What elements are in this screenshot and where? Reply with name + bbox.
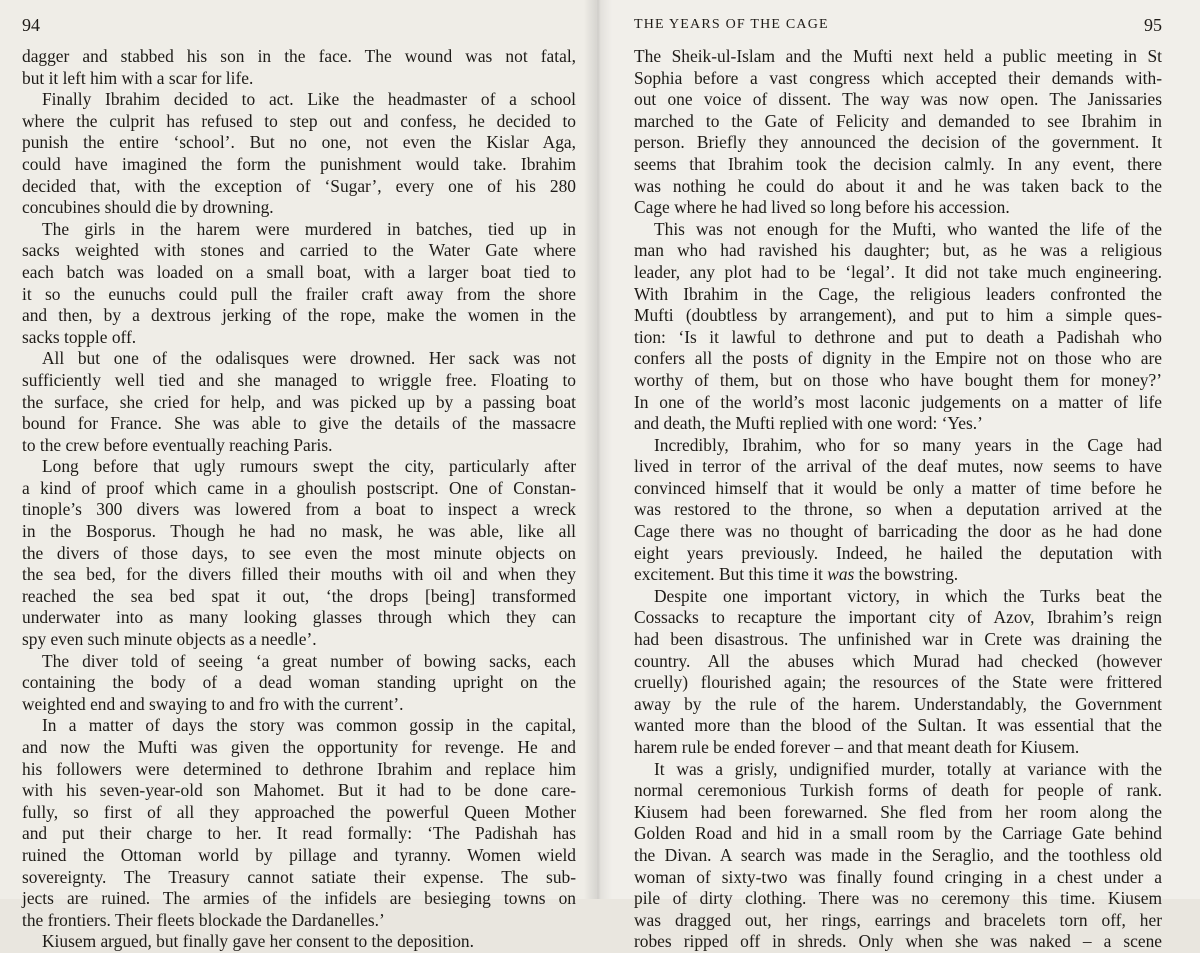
text-line: country. All the abuses which Murad had checked (however	[634, 650, 1162, 671]
text-line: to the crew before eventually reaching Paris.	[22, 434, 333, 455]
text-line: harem rule be ended forever – and that meant death for Kiusem.	[634, 737, 1080, 757]
text-line: with his seven-year-old son Mahomet. But it had to be done care-	[22, 780, 576, 801]
text-line: the frontiers. Their fleets blockade the Dardanelles.’	[22, 909, 385, 930]
text-line: robes ripped off in shreds. Only when she was naked – a scene	[634, 931, 1162, 952]
text-line: was nothing he could do about it and he was taken back to the	[634, 175, 1162, 196]
text-line: This was not enough for the Mufti, who wanted the life of the	[654, 218, 1162, 239]
text-line: leader, any plot had to be ‘legal’. It did not take much engineering.	[634, 261, 1162, 282]
text-line: tion: ‘Is it lawful to dethrone and put to death a Padishah who	[634, 326, 1162, 347]
text-line: where the culprit has refused to step out and confess, he decided to	[22, 110, 576, 131]
text-line: All but one of the odalisques were drowned. Her sack was not	[42, 348, 576, 369]
text-line: bound for France. She was able to give the details of the massacre	[22, 413, 576, 434]
text-line: and put their charge to her. It read formally: ‘The Padishah has	[22, 823, 576, 844]
text-line: containing the body of a dead woman standing upright on the	[22, 672, 576, 693]
text-line: cruelly) flourished again; the resources of the State were frittered	[634, 672, 1162, 693]
text-line: The Sheik-ul-Islam and the Mufti next held a public meeting in St	[634, 46, 1162, 66]
text-line: sovereignty. The Treasury cannot satiate their expense. The sub-	[22, 866, 576, 887]
text-line: was restored to the throne, so when a deputation arrived at the	[634, 499, 1162, 520]
text-line: had been disastrous. The unfinished war in Crete was draining the	[634, 629, 1162, 650]
text-line: and death, the Mufti replied with one word: ‘Yes.’	[634, 413, 983, 434]
text-line: seems that Ibrahim took the decision calmly. In any event, there	[634, 153, 1162, 174]
text-line: convinced himself that it would be only a matter of time before he	[634, 477, 1162, 498]
text-line: but it left him with a scar for life.	[22, 67, 254, 88]
text-line: in the Bosporus. Though he had no mask, he was able, like all	[22, 521, 576, 542]
text-line: a kind of proof which came in a ghoulish postscript. One of Constan-	[22, 477, 576, 498]
text-line: away by the rule of the harem. Understandably, the Government	[634, 693, 1162, 714]
right-page-header	[634, 12, 1162, 38]
text-line: sufficiently well tied and she managed to wriggle free. Floating to	[22, 369, 576, 390]
text-line: punish the entire ‘school’. But no one, not even the Kislar Aga,	[22, 132, 576, 153]
text-line: Sophia before a vast congress which accepted their demands with-	[634, 67, 1162, 88]
text-line: Golden Road and hid in a small room by the Carriage Gate behind	[634, 823, 1162, 844]
text-line: dagger and stabbed his son in the face. The wound was not fatal,	[22, 46, 576, 66]
text-line: Long before that ugly rumours swept the city, particularly after	[42, 456, 576, 477]
text-line: Cage where he had lived so long before his accession.	[634, 197, 1010, 218]
text-line: Incredibly, Ibrahim, who for so many years in the Cage had	[654, 434, 1162, 455]
text-line: the divers of those days, to see even the most minute objects on	[22, 542, 576, 563]
text-line: his followers were determined to dethrone Ibrahim and replace him	[22, 758, 576, 779]
text-line: fully, so first of all they approached the powerful Queen Mother	[22, 801, 576, 822]
text-line: each batch was loaded on a small boat, with a larger boat tied to	[22, 261, 576, 282]
text-line: ruined the Ottoman world by pillage and tyranny. Women wield	[22, 844, 576, 865]
text-line: concubines should die by drowning.	[22, 197, 274, 218]
text-line: confers all the posts of dignity in the Empire not on those who are	[634, 348, 1162, 369]
left-page	[0, 0, 596, 952]
text-line: the surface, she cried for help, and was picked up by a passing boat	[22, 391, 576, 412]
text-line: and then, by a dextrous jerking of the rope, make the women in the	[22, 305, 576, 326]
text-line: The diver told of seeing ‘a great number of bowing sacks, each	[42, 650, 576, 671]
text-line: jects are ruined. The armies of the infidels are besieging towns on	[22, 888, 576, 909]
page-number: 94	[22, 15, 40, 35]
text-line: woman of sixty-two was finally found cringing in a chest under a	[634, 866, 1162, 887]
text-line: and now the Mufti was given the opportunity for revenge. He and	[22, 737, 576, 757]
text-line: decided that, with the exception of ‘Sugar’, every one of his 280	[22, 175, 576, 196]
text-line: spy even such minute objects as a needle’.	[22, 629, 317, 650]
text-line: Cage there was no thought of barricading the door as he had done	[634, 521, 1162, 542]
right-page	[596, 0, 1200, 952]
text-line: the Divan. A search was made in the Seraglio, and the toothless old	[634, 844, 1162, 865]
text-line: was dragged out, her rings, earrings and bracelets torn off, her	[634, 909, 1162, 930]
text-line: normal ceremonious Turkish forms of death for people of rank.	[634, 780, 1162, 801]
text-line: weighted end and swaying to and fro with the current’.	[22, 693, 404, 714]
text-line: wanted more than the blood of the Sultan. It was essential that the	[634, 715, 1162, 736]
text-line: In one of the world’s most laconic judgements on a matter of life	[634, 391, 1162, 412]
text-line: pile of dirty clothing. There was no ceremony this time. Kiusem	[634, 888, 1162, 909]
text-line: could have imagined the form the punishment would take. Ibrahim	[22, 153, 576, 174]
running-head: THE YEARS OF THE CAGE	[634, 17, 829, 32]
text-line: Kiusem had been forewarned. She fled from her room along the	[634, 801, 1162, 822]
text-line: lived in terror of the arrival of the deaf mutes, now seems to have	[634, 456, 1162, 477]
text-line: person. Briefly they announced the decision of the government. It	[634, 132, 1162, 153]
text-line: marched to the Gate of Felicity and demanded to see Ibrahim in	[634, 110, 1162, 131]
page-number: 95	[1144, 15, 1162, 35]
text-line: it so the eunuchs could pull the frailer craft away from the shore	[22, 283, 576, 304]
text-line: Despite one important victory, in which the Turks beat the	[654, 585, 1162, 606]
text-line: sacks weighted with stones and carried to the Water Gate where	[22, 240, 576, 261]
italic-word: was	[827, 564, 855, 585]
text-line: Cossacks to recapture the important city of Azov, Ibrahim’s reign	[634, 607, 1162, 628]
right-page-body	[634, 46, 1162, 953]
left-page-body	[22, 46, 576, 953]
text-line: The girls in the harem were murdered in batches, tied up in	[42, 218, 576, 239]
text-line: In a matter of days the story was common gossip in the capital,	[42, 715, 576, 736]
text-line: reached the sea bed spat it out, ‘the drops [being] transformed	[22, 585, 576, 606]
text-line: eight years previously. Indeed, he hailed the deputation with	[634, 542, 1162, 563]
text-line: With Ibrahim in the Cage, the religious leaders confronted the	[634, 283, 1162, 304]
text-line: man who had ravished his daughter; but, as he was a religious	[634, 240, 1162, 261]
text-line: sacks topple off.	[22, 326, 137, 347]
text-line: worthy of them, but on those who have bought them for money?’	[634, 369, 1162, 390]
text-line: excitement. But this time it was the bowstring.	[634, 564, 959, 585]
text-line: It was a grisly, undignified murder, totally at variance with the	[654, 758, 1162, 779]
text-line: Kiusem argued, but finally gave her consent to the deposition.	[42, 931, 474, 952]
left-page-header	[22, 12, 576, 38]
text-line: underwater into as many looking glasses through which they can	[22, 607, 576, 628]
text-line: Finally Ibrahim decided to act. Like the headmaster of a school	[42, 89, 576, 110]
text-line: the sea bed, for the divers filled their mouths with oil and when they	[22, 564, 576, 585]
text-line: out one voice of dissent. The way was now open. The Janissaries	[634, 89, 1162, 110]
text-line: tinople’s 300 divers was lowered from a boat to inspect a wreck	[22, 499, 576, 520]
text-line: Mufti (doubtless by arrangement), and put to him a simple ques-	[634, 305, 1162, 326]
